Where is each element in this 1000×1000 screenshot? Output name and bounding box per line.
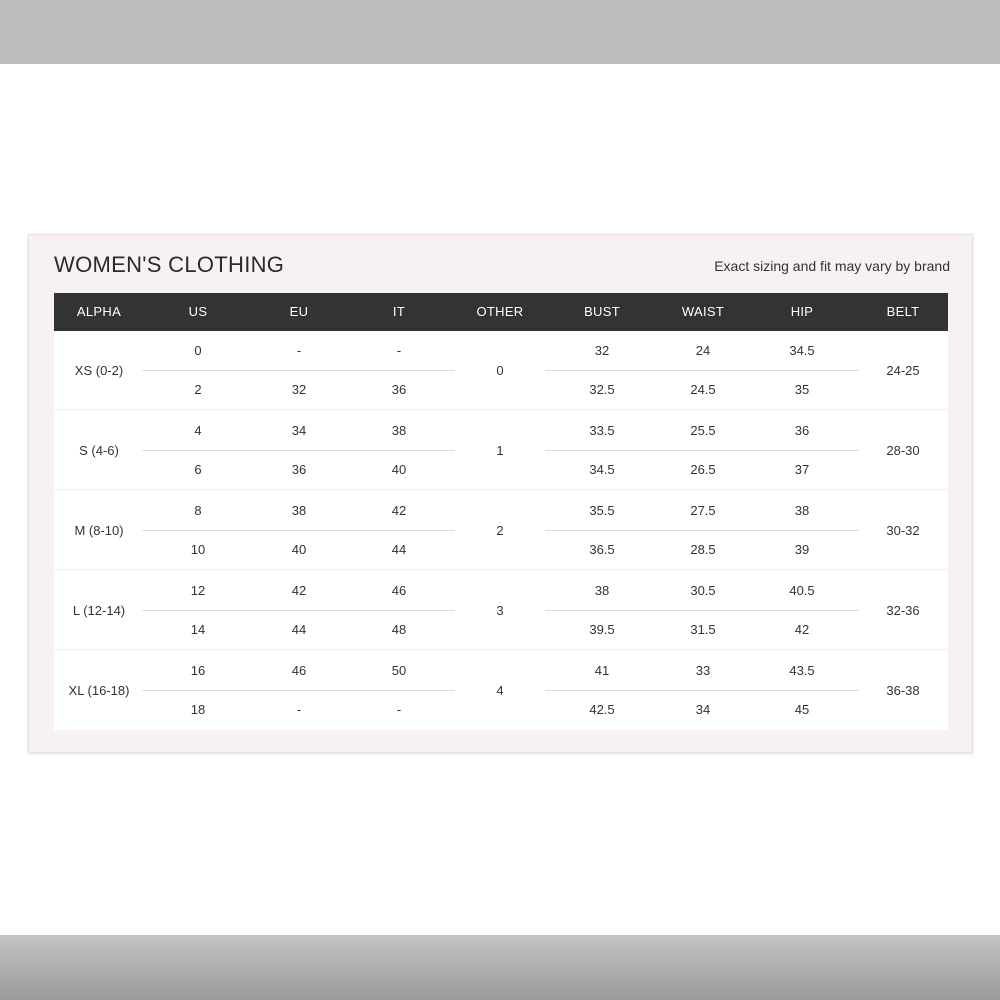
cell-hip: 36 bbox=[794, 423, 810, 438]
cell-it: 42 bbox=[391, 503, 407, 518]
cell-us: 10 bbox=[190, 542, 206, 557]
cell-hip: 39 bbox=[794, 542, 810, 557]
cell-us: 2 bbox=[194, 382, 202, 397]
size-group-row bbox=[54, 651, 948, 730]
cell-bust: 38 bbox=[594, 583, 610, 598]
cell-us: 18 bbox=[190, 702, 206, 717]
cell-other: 1 bbox=[496, 443, 504, 458]
cell-bust: 32 bbox=[594, 343, 610, 358]
cell-us: 6 bbox=[194, 462, 202, 477]
bottom-bar bbox=[0, 935, 1000, 1000]
cell-bust: 39.5 bbox=[589, 622, 615, 637]
cell-bust: 33.5 bbox=[589, 423, 615, 438]
cell-hip: 45 bbox=[794, 702, 810, 717]
cell-waist: 30.5 bbox=[690, 583, 716, 598]
table-header bbox=[54, 293, 948, 331]
cell-us: 16 bbox=[190, 663, 206, 678]
cell-eu: 44 bbox=[291, 622, 307, 637]
cell-it: 46 bbox=[391, 583, 407, 598]
cell-hip: 42 bbox=[794, 622, 810, 637]
size-group-row bbox=[54, 411, 948, 490]
cell-hip: 37 bbox=[794, 462, 810, 477]
column-header-alpha: ALPHA bbox=[76, 304, 122, 319]
column-header-us: US bbox=[188, 304, 208, 319]
size-table bbox=[54, 293, 948, 730]
cell-eu: 38 bbox=[291, 503, 307, 518]
cell-hip: 34.5 bbox=[789, 343, 815, 358]
cell-eu: 32 bbox=[291, 382, 307, 397]
cell-us: 8 bbox=[194, 503, 202, 518]
cell-eu: 34 bbox=[291, 423, 307, 438]
cell-hip: 35 bbox=[794, 382, 810, 397]
cell-it: 44 bbox=[391, 542, 407, 557]
cell-us: 12 bbox=[190, 583, 206, 598]
size-group-row bbox=[54, 491, 948, 570]
cell-waist: 34 bbox=[695, 702, 711, 717]
cell-alpha: XS (0-2) bbox=[74, 363, 124, 378]
cell-bust: 34.5 bbox=[589, 462, 615, 477]
cell-it: - bbox=[396, 702, 402, 717]
size-group-row bbox=[54, 571, 948, 650]
cell-eu: - bbox=[296, 343, 302, 358]
column-header-belt: BELT bbox=[886, 304, 920, 319]
cell-us: 14 bbox=[190, 622, 206, 637]
cell-bust: 41 bbox=[594, 663, 610, 678]
cell-alpha: XL (16-18) bbox=[68, 683, 130, 698]
column-header-bust: BUST bbox=[584, 304, 620, 319]
cell-other: 4 bbox=[496, 683, 504, 698]
cell-it: 50 bbox=[391, 663, 407, 678]
cell-belt: 24-25 bbox=[886, 363, 920, 378]
cell-bust: 35.5 bbox=[589, 503, 615, 518]
cell-us: 4 bbox=[194, 423, 202, 438]
cell-hip: 38 bbox=[794, 503, 810, 518]
cell-it: 48 bbox=[391, 622, 407, 637]
cell-waist: 25.5 bbox=[690, 423, 716, 438]
cell-bust: 42.5 bbox=[589, 702, 615, 717]
column-header-waist: WAIST bbox=[681, 304, 725, 319]
cell-waist: 24 bbox=[695, 343, 711, 358]
cell-bust: 32.5 bbox=[589, 382, 615, 397]
cell-it: - bbox=[396, 343, 402, 358]
size-chart-card bbox=[28, 234, 973, 753]
cell-waist: 31.5 bbox=[690, 622, 716, 637]
cell-alpha: M (8-10) bbox=[74, 523, 124, 538]
cell-it: 36 bbox=[391, 382, 407, 397]
cell-eu: - bbox=[296, 702, 302, 717]
cell-eu: 40 bbox=[291, 542, 307, 557]
cell-other: 3 bbox=[496, 603, 504, 618]
cell-belt: 28-30 bbox=[886, 443, 920, 458]
column-header-it: IT bbox=[392, 304, 406, 319]
cell-waist: 28.5 bbox=[690, 542, 716, 557]
cell-belt: 30-32 bbox=[886, 523, 920, 538]
cell-hip: 40.5 bbox=[789, 583, 815, 598]
size-group-row bbox=[54, 331, 948, 410]
cell-belt: 36-38 bbox=[886, 683, 920, 698]
cell-other: 2 bbox=[496, 523, 504, 538]
cell-belt: 32-36 bbox=[886, 603, 920, 618]
page-title: WOMEN'S CLOTHING bbox=[54, 252, 285, 277]
table-body bbox=[54, 331, 948, 730]
cell-eu: 46 bbox=[291, 663, 307, 678]
cell-us: 0 bbox=[194, 343, 202, 358]
cell-it: 40 bbox=[391, 462, 407, 477]
cell-waist: 26.5 bbox=[690, 462, 716, 477]
cell-it: 38 bbox=[391, 423, 407, 438]
cell-waist: 24.5 bbox=[690, 382, 716, 397]
cell-alpha: S (4-6) bbox=[79, 443, 119, 458]
cell-eu: 36 bbox=[291, 462, 307, 477]
cell-other: 0 bbox=[496, 363, 504, 378]
cell-hip: 43.5 bbox=[789, 663, 815, 678]
column-header-other: OTHER bbox=[476, 304, 524, 319]
cell-bust: 36.5 bbox=[589, 542, 615, 557]
cell-alpha: L (12-14) bbox=[72, 603, 126, 618]
cell-waist: 27.5 bbox=[690, 503, 716, 518]
top-bar bbox=[0, 0, 1000, 64]
column-header-eu: EU bbox=[289, 304, 309, 319]
cell-eu: 42 bbox=[291, 583, 307, 598]
column-header-hip: HIP bbox=[790, 304, 814, 319]
sizing-note: Exact sizing and fit may vary by brand bbox=[714, 258, 950, 274]
cell-waist: 33 bbox=[695, 663, 711, 678]
